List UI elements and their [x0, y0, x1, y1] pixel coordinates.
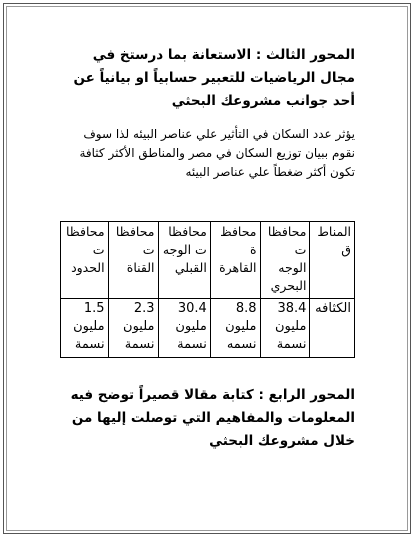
- row-cell-upper-egypt: 30.4 مليون نسمة: [158, 299, 210, 358]
- header-cell-canal: محافظا ت القناة: [108, 222, 158, 299]
- header-cell-upper-egypt: محافظا ت الوجه القبلي: [158, 222, 210, 299]
- header-cell-regions: المناط ق: [310, 222, 355, 299]
- table-row: [61, 299, 355, 358]
- density-table: [60, 221, 355, 358]
- header-cell-lower-egypt: محافظا ت الوجه البحري: [260, 222, 310, 299]
- document-content: [60, 44, 355, 453]
- row-cell-canal: 2.3 مليون نسمة: [108, 299, 158, 358]
- table-header-row: [61, 222, 355, 299]
- row-cell-lower-egypt: 38.4 مليون نسمة: [260, 299, 310, 358]
- row-cell-frontier: 1.5 مليون نسمة: [61, 299, 109, 358]
- header-cell-cairo: محافظ ة القاهرة: [210, 222, 260, 299]
- section3-paragraph: يؤثر عدد السكان في التأثير علي عناصر البيئه لذا سوف نقوم ببيان توزيع السكان في مصر والمناطق الأكثر كثافة تكون أكثر ضغطاً علي عناصر البيئه: [79, 127, 355, 179]
- header-cell-frontier: محافظا ت الحدود: [61, 222, 109, 299]
- section3-heading: المحور الثالث : الاستعانة بما درستخ في مجال الرياضيات للتعبير حسابياً او بيانياً عن أحد جوانب مشروعك البحثي: [73, 47, 355, 109]
- row-cell-density-label: الكثافه: [310, 299, 355, 358]
- section4-heading: المحور الرابع : كتابة مقالا قصيراً توضح فيه المعلومات والمفاهيم التي توصلت إليها من خلال مشروعك البحثي: [70, 387, 355, 449]
- row-cell-cairo: 8.8 مليون نسمه: [210, 299, 260, 358]
